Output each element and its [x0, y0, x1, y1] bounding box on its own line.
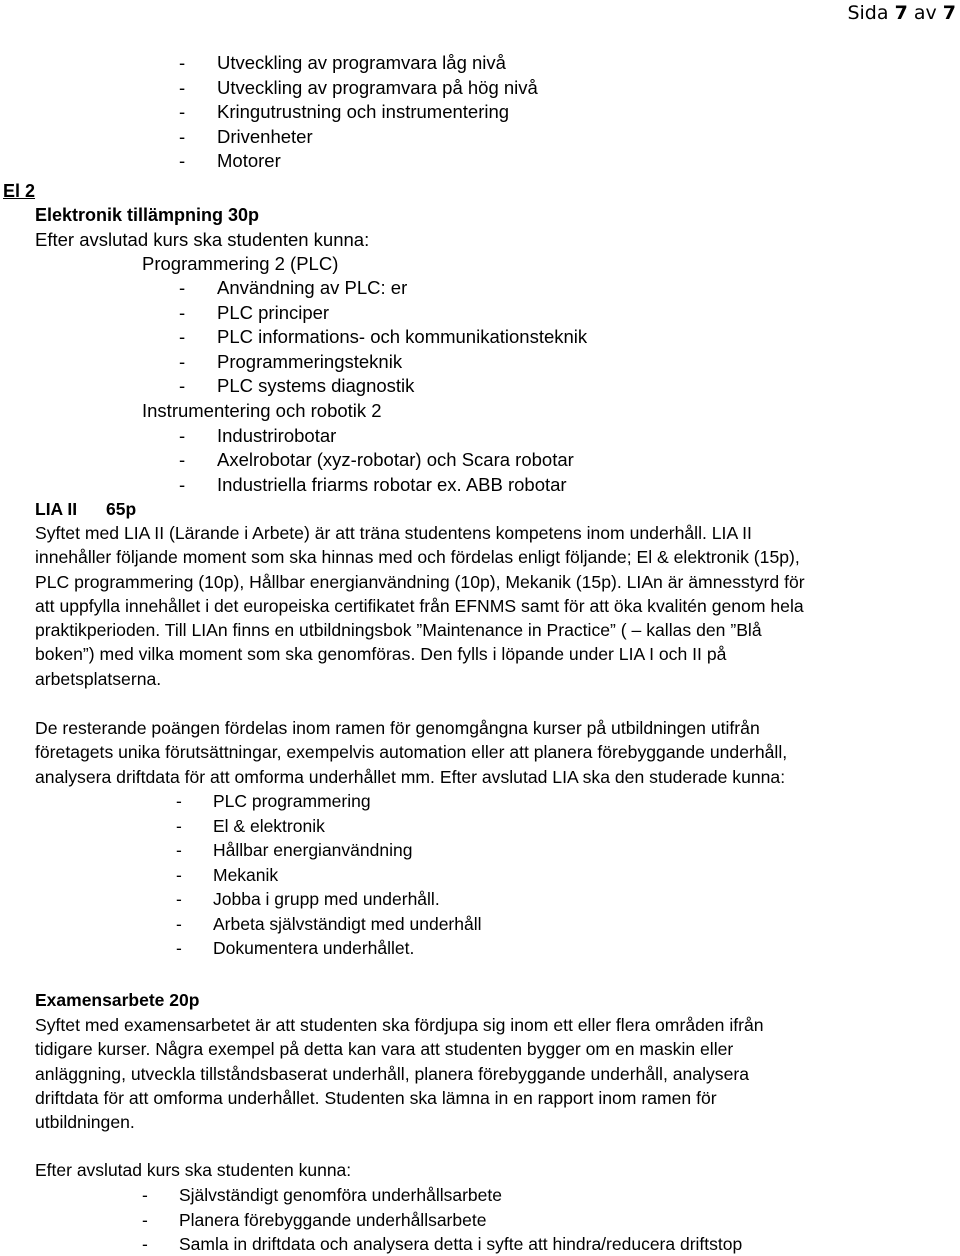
course-after-text: Efter avslutad kurs ska studenten kunna:	[35, 229, 370, 250]
paragraph-line: driftdata för att omforma underhållet. Studenten ska lämna in en rapport inom ramen för	[35, 1087, 717, 1108]
paragraph-line: att uppfylla innehållet i det europeiska certifikatet från EFNMS samt för att öka kvalitén genom hela	[35, 595, 804, 616]
paragraph-line: tidigare kurser. Några exempel på detta kan vara att studenten bygger om en maskin eller	[35, 1039, 734, 1060]
exam-paragraph	[35, 1013, 960, 1134]
list-item: Industriella friarms robotar ex. ABB robotar	[217, 474, 567, 495]
paragraph-line: innehåller följande moment som ska hinnas med och fördelas enligt följande; El & elektronik (15p),	[35, 547, 800, 568]
page-number-middle: av	[907, 2, 943, 24]
exam-after-text: Efter avslutad kurs ska studenten kunna:	[35, 1160, 352, 1180]
list-item: Utveckling av programvara på hög nivå	[217, 77, 538, 98]
page-number	[847, 2, 956, 24]
page-total: 7	[942, 2, 956, 24]
list-dash: -	[179, 326, 186, 347]
list-item: Samla in driftdata och analysera detta i syfte att hindra/reducera driftstop	[179, 1234, 743, 1254]
list-dash: -	[179, 449, 186, 470]
list-dash: -	[142, 1234, 148, 1254]
lia-paragraph	[35, 521, 960, 691]
list-dash: -	[179, 351, 186, 372]
page-current: 7	[894, 2, 908, 24]
list-dash: -	[176, 840, 182, 860]
paragraph-line: PLC programmering (10p), Hållbar energianvändning (10p), Mekanik (15p). LIAn är ämnesstyrd för	[35, 571, 805, 592]
list-dash: -	[179, 150, 186, 171]
list-dash: -	[179, 425, 186, 446]
list-dash: -	[179, 101, 186, 122]
list-item: Axelrobotar (xyz-robotar) och Scara robotar	[217, 449, 574, 470]
list-dash: -	[142, 1210, 148, 1230]
list-dash: -	[179, 474, 186, 495]
list-dash: -	[179, 302, 186, 323]
paragraph-line: arbetsplatserna.	[35, 668, 162, 689]
lia-rest-paragraph	[35, 716, 960, 789]
list-dash: -	[176, 791, 182, 811]
list-item: Självständigt genomföra underhållsarbete	[179, 1185, 502, 1205]
list-dash: -	[179, 126, 186, 147]
paragraph-line: företagets unika förutsättningar, exempelvis automation eller att planera förebyggande underhåll,	[35, 742, 788, 763]
list-item: Drivenheter	[217, 126, 313, 147]
list-item: Motorer	[217, 150, 281, 171]
list-item: Mekanik	[213, 865, 279, 885]
paragraph-line: boken”) med vilka moment som ska genomföras. Den fylls i löpande under LIA I och II på	[35, 644, 727, 665]
paragraph-line: analysera driftdata för att omforma underhållet mm. Efter avslutad LIA ska den studerade kunna:	[35, 766, 786, 787]
list-dash: -	[179, 77, 186, 98]
list-item: Industrirobotar	[217, 425, 337, 446]
list-item: Hållbar energianvändning	[213, 840, 413, 860]
section-code-el2: El 2	[3, 181, 36, 201]
list-item: PLC programmering	[213, 791, 371, 811]
course-title: Elektronik tillämpning 30p	[35, 205, 260, 225]
list-dash: -	[176, 816, 182, 836]
list-item: Programmeringsteknik	[217, 351, 403, 372]
list-item: PLC informations- och kommunikationsteknik	[217, 326, 588, 347]
paragraph-line: praktikperioden. Till LIAn finns en utbildningsbok ”Maintenance in Practice” ( – kallas den ”Blå	[35, 620, 762, 641]
list-dash: -	[142, 1185, 148, 1205]
list-item: PLC principer	[217, 302, 330, 323]
list-item: Kringutrustning och instrumentering	[217, 101, 510, 122]
paragraph-line: Syftet med examensarbetet är att studenten ska fördjupa sig inom ett eller flera områden ifrån	[35, 1015, 764, 1035]
page-number-prefix: Sida	[847, 2, 895, 24]
list-item: Dokumentera underhållet.	[213, 938, 415, 958]
paragraph-line: De resterande poängen fördelas inom ramen för genomgångna kurser på utbildningen utifrån	[35, 718, 760, 738]
list-item: Arbeta självständigt med underhåll	[213, 914, 482, 934]
subsection-title-robotik: Instrumentering och robotik 2	[142, 400, 382, 421]
paragraph-line: anläggning, utveckla tillståndsbaserat underhåll, planera förebyggande underhåll, analysera	[35, 1063, 750, 1084]
exam-title: Examensarbete 20p	[35, 990, 200, 1010]
lia-title: LIA II	[35, 499, 78, 519]
list-item: Utveckling av programvara låg nivå	[217, 52, 506, 73]
list-dash: -	[179, 277, 186, 298]
list-dash: -	[179, 52, 186, 73]
list-dash: -	[176, 865, 182, 885]
list-item: Användning av PLC: er	[217, 277, 408, 298]
list-dash: -	[176, 938, 182, 958]
list-item: Jobba i grupp med underhåll.	[213, 889, 440, 909]
list-dash: -	[176, 889, 182, 909]
list-dash: -	[176, 914, 182, 934]
lia-points: 65p	[106, 499, 137, 519]
list-item: Planera förebyggande underhållsarbete	[179, 1210, 487, 1230]
list-item: El & elektronik	[213, 816, 325, 836]
list-dash: -	[179, 375, 186, 396]
paragraph-line: utbildningen.	[35, 1112, 135, 1133]
subsection-title-plc: Programmering 2 (PLC)	[142, 253, 339, 274]
list-item: PLC systems diagnostik	[217, 375, 415, 396]
paragraph-line: Syftet med LIA II (Lärande i Arbete) är att träna studentens kompetens inom underhåll. LIA II	[35, 523, 752, 543]
